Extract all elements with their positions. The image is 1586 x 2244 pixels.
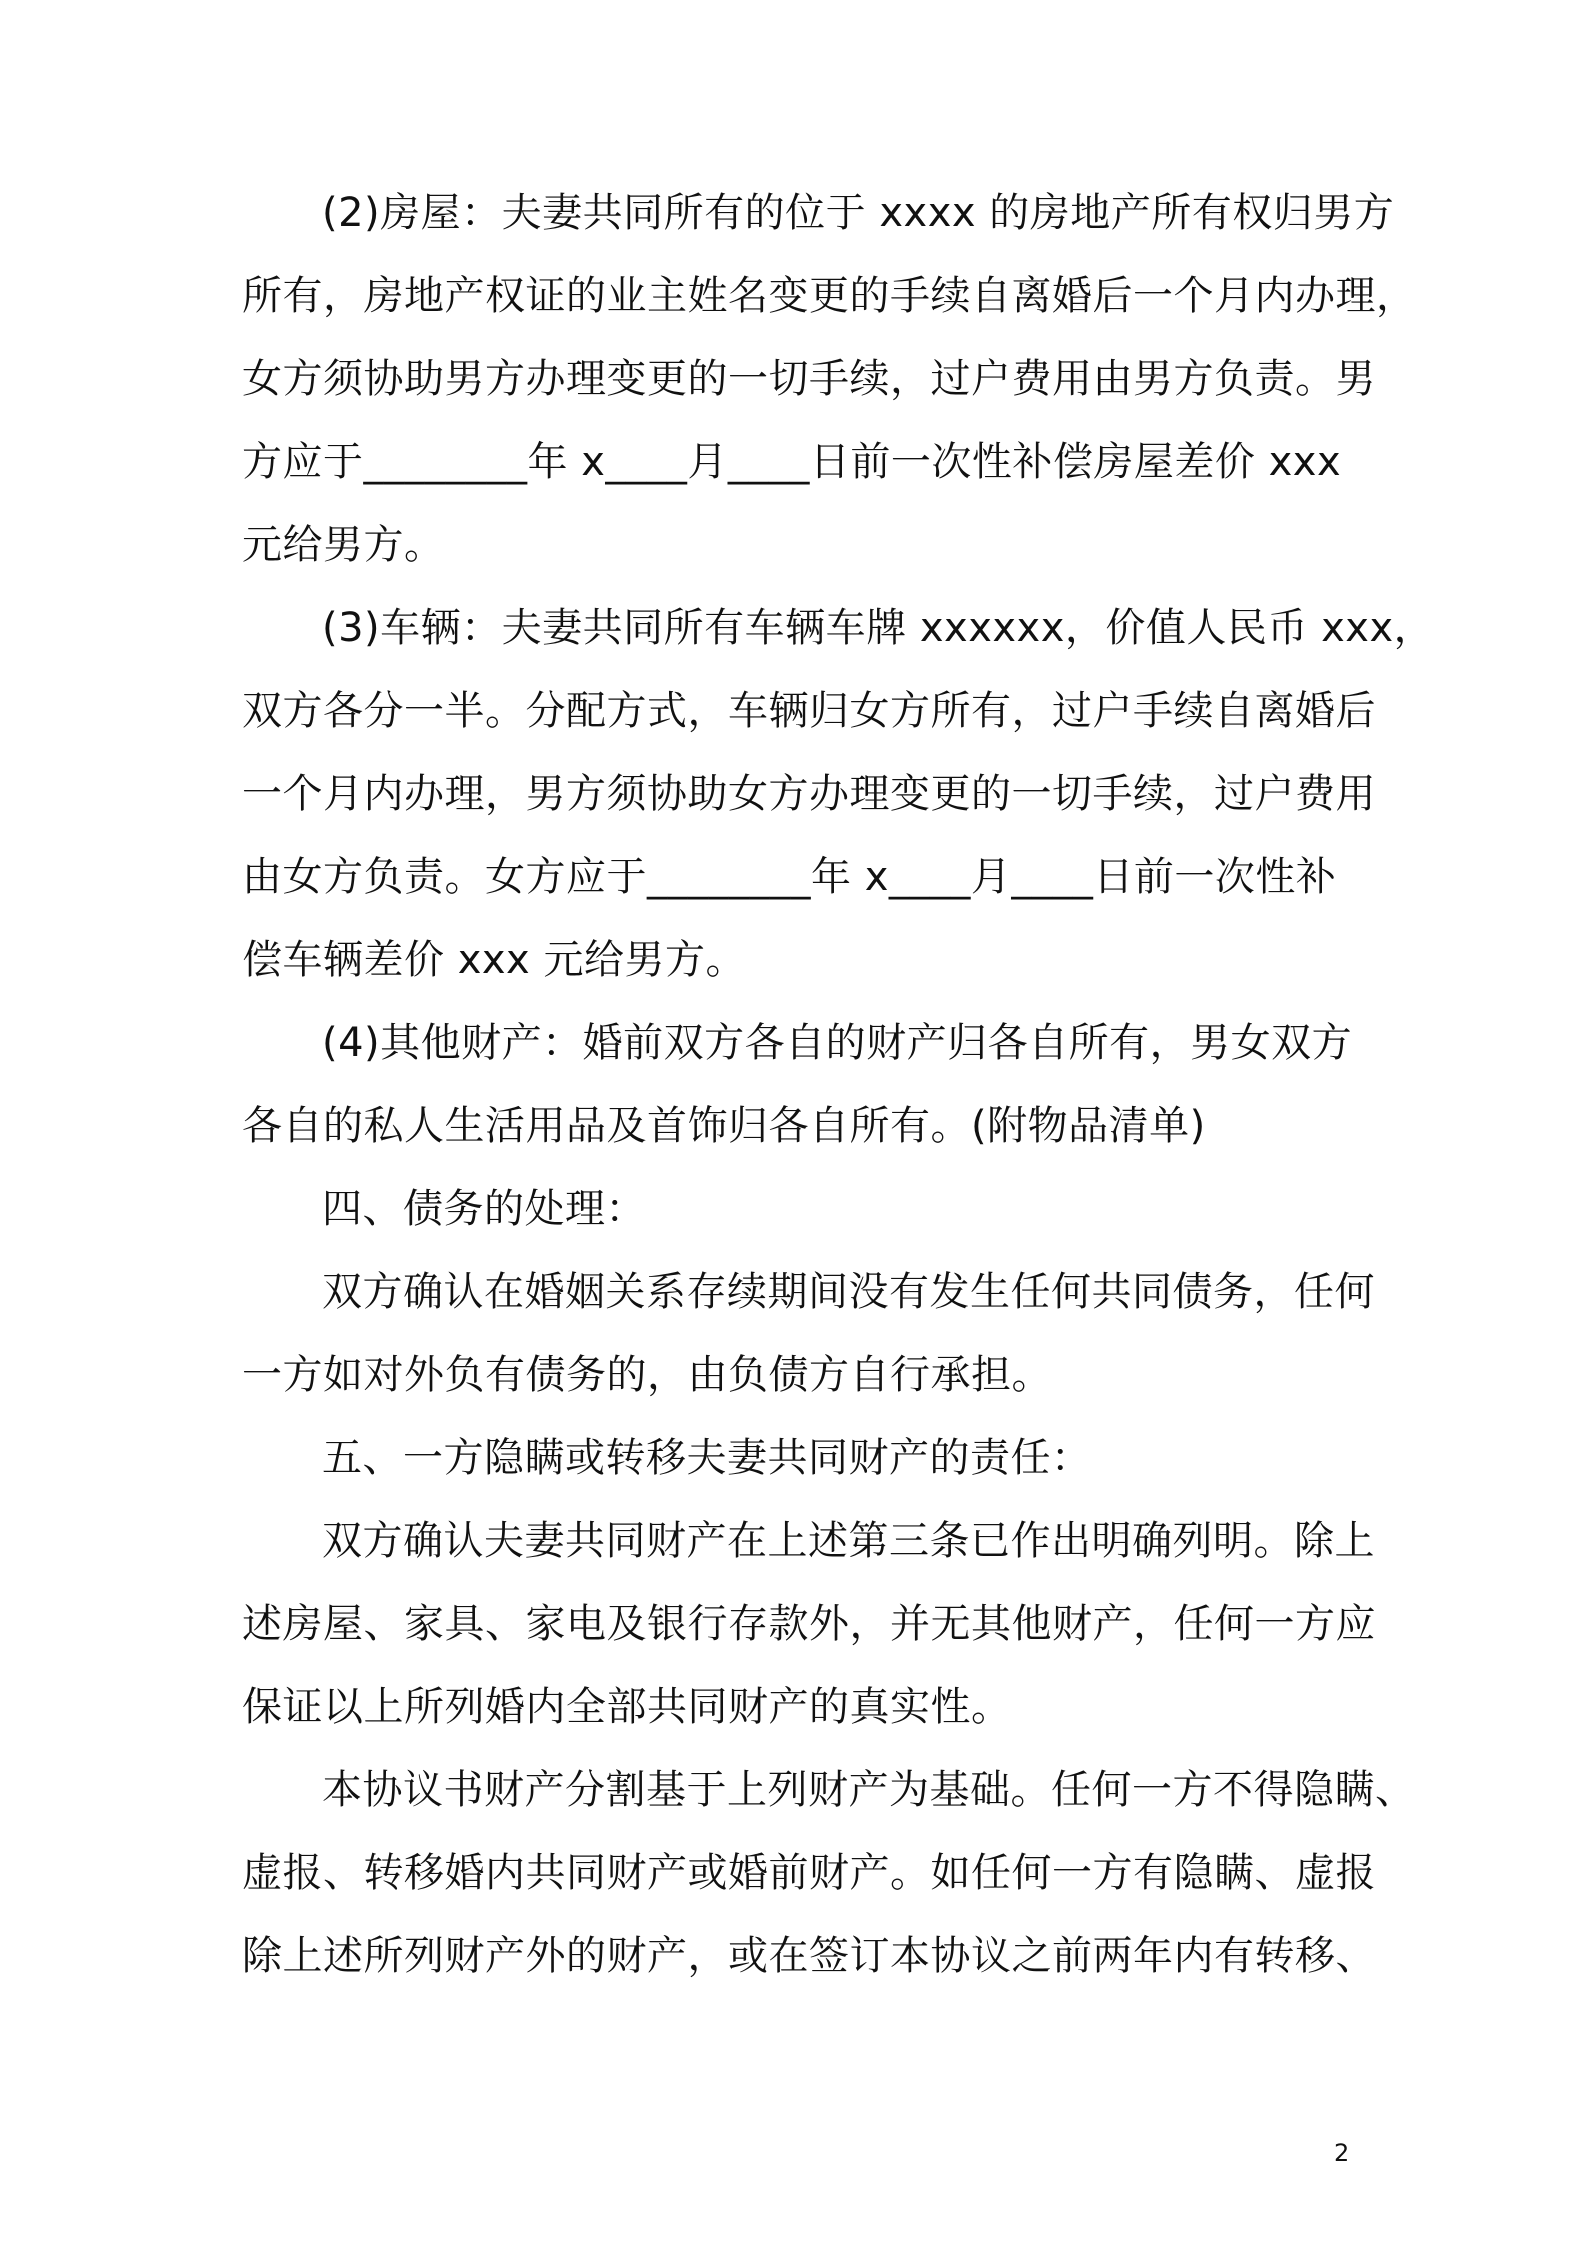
paragraph-agreement-line-3: 除上述所列财产外的财产，或在签订本协议之前两年内有转移、 — [242, 1933, 1376, 1979]
paragraph-confirmation-line-1: 双方确认夫妻共同财产在上述第三条已作出明确列明。除上 — [322, 1518, 1375, 1564]
paragraph-other-property-line-1: (4)其他财产：婚前双方各自的财产归各自所有，男女双方 — [322, 1020, 1353, 1066]
paragraph-house-line-4: 方应于________年 x____月____日前一次性补偿房屋差价 xxx — [242, 439, 1342, 485]
paragraph-debt-line-2: 一方如对外负有债务的，由负债方自行承担。 — [242, 1352, 1052, 1398]
paragraph-vehicle-line-2: 双方各分一半。分配方式，车辆归女方所有，过户手续自离婚后 — [242, 688, 1376, 734]
paragraph-vehicle-line-1: (3)车辆：夫妻共同所有车辆车牌 xxxxxx，价值人民币 xxx， — [322, 605, 1435, 651]
paragraph-house-line-1: (2)房屋：夫妻共同所有的位于 xxxx 的房地产所有权归男方 — [322, 190, 1395, 236]
section-heading-debt: 四、债务的处理： — [322, 1186, 646, 1232]
paragraph-confirmation-line-2: 述房屋、家具、家电及银行存款外，并无其他财产，任何一方应 — [242, 1601, 1376, 1647]
paragraph-house-line-5: 元给男方。 — [242, 522, 445, 568]
paragraph-agreement-line-2: 虚报、转移婚内共同财产或婚前财产。如任何一方有隐瞒、虚报 — [242, 1850, 1376, 1896]
page-number: 2 — [1334, 2139, 1350, 2167]
paragraph-house-line-2: 所有，房地产权证的业主姓名变更的手续自离婚后一个月内办理， — [242, 273, 1417, 319]
paragraph-vehicle-line-4: 由女方负责。女方应于________年 x____月____日前一次性补 — [242, 854, 1337, 900]
paragraph-debt-line-1: 双方确认在婚姻关系存续期间没有发生任何共同债务，任何 — [322, 1269, 1375, 1315]
paragraph-vehicle-line-3: 一个月内办理，男方须协助女方办理变更的一切手续，过户费用 — [242, 771, 1376, 817]
section-heading-concealment: 五、一方隐瞒或转移夫妻共同财产的责任： — [322, 1435, 1092, 1481]
paragraph-confirmation-line-3: 保证以上所列婚内全部共同财产的真实性。 — [242, 1684, 1012, 1730]
paragraph-house-line-3: 女方须协助男方办理变更的一切手续，过户费用由男方负责。男 — [242, 356, 1376, 402]
paragraph-agreement-line-1: 本协议书财产分割基于上列财产为基础。任何一方不得隐瞒、 — [322, 1767, 1416, 1813]
paragraph-vehicle-line-5: 偿车辆差价 xxx 元给男方。 — [242, 937, 746, 983]
paragraph-other-property-line-2: 各自的私人生活用品及首饰归各自所有。(附物品清单) — [242, 1103, 1206, 1149]
